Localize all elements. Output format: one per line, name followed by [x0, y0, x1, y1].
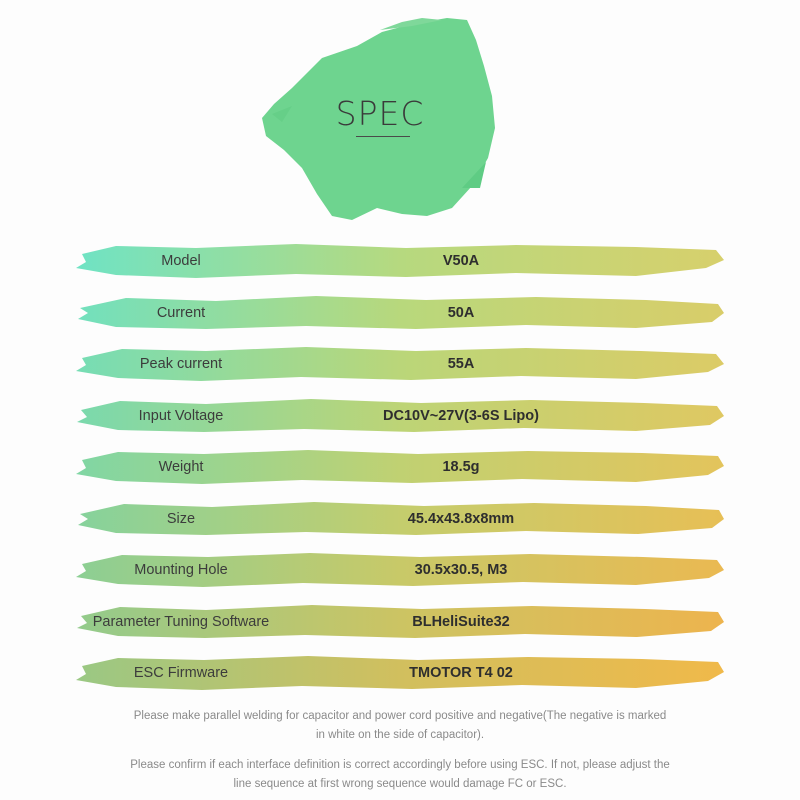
spec-value: TMOTOR T4 02	[409, 665, 513, 681]
spec-row-peak-current	[76, 347, 724, 381]
spec-row-tuning-software	[76, 605, 724, 639]
spec-value: DC10V~27V(3-6S Lipo)	[383, 408, 539, 424]
spec-row-size	[76, 502, 724, 536]
spec-value: 50A	[447, 305, 475, 321]
spec-row-esc-firmware	[76, 656, 724, 690]
spec-value: 30.5x30.5, M3	[414, 562, 508, 578]
spec-label: ESC Firmware	[133, 665, 229, 681]
spec-label: Size	[166, 511, 196, 527]
spec-row-weight	[76, 450, 724, 484]
spec-label: Peak current	[139, 356, 223, 372]
spec-row-model	[76, 244, 724, 278]
spec-label: Model	[161, 253, 201, 269]
spec-label: Parameter Tuning Software	[92, 614, 270, 630]
spec-value: 55A	[447, 356, 475, 372]
spec-row-current	[76, 296, 724, 330]
spec-label: Input Voltage	[138, 408, 224, 424]
spec-label: Mounting Hole	[134, 562, 228, 578]
interface-warning-note: Please confirm if each interface definition is correct accordingly before using ESC. If not, please adjust the line sequence at first wrong sequence would damage FC or ESC.	[130, 759, 670, 790]
spec-value: V50A	[442, 253, 480, 269]
spec-label: Weight	[158, 459, 204, 475]
welding-note: Please make parallel welding for capacitor and power cord positive and negative(The negative is marked in white on the side of capacitor).	[133, 710, 667, 741]
spec-value: 45.4x43.8x8mm	[407, 511, 515, 527]
page-title: SPEC	[335, 94, 425, 133]
spec-value: 18.5g	[442, 459, 480, 475]
spec-label: Current	[156, 305, 206, 321]
spec-row-input-voltage	[76, 399, 724, 433]
spec-value: BLHeliSuite32	[412, 614, 510, 630]
spec-row-mounting-hole	[76, 553, 724, 587]
